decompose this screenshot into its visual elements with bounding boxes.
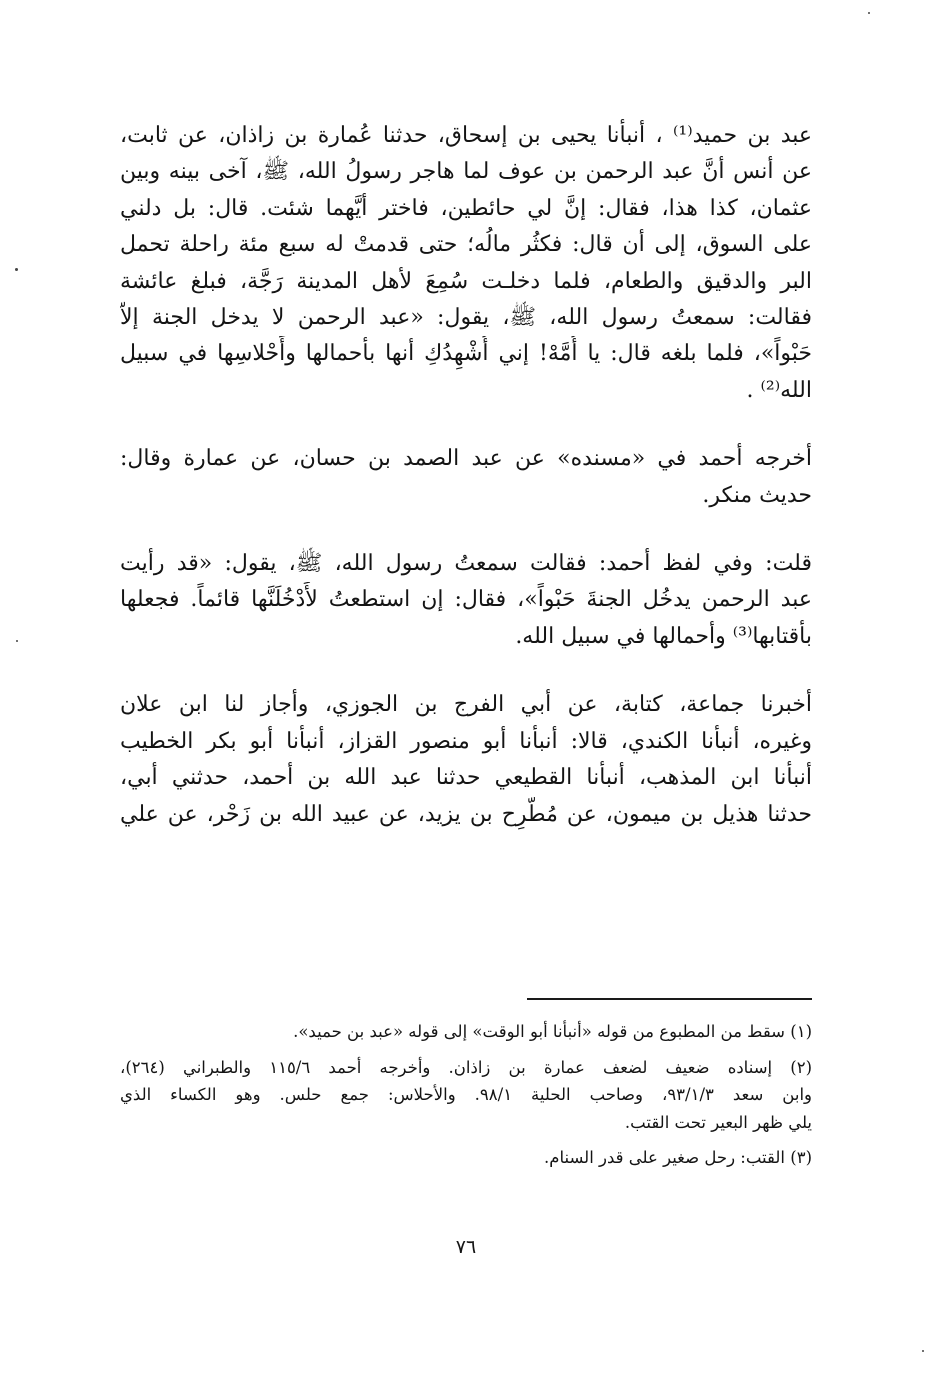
footnote-line: وابن سعد ٩٣/١/٣، وصاحب الحلية ٩٨/١. والأحلاس: جمع حلس. وهو الكساء الذي: [120, 1085, 812, 1104]
text-line: حديث منكر.: [702, 482, 812, 508]
footnote-3: [120, 1144, 812, 1172]
text-line: على السوق، إلى أن قال: فكثُر مالُه؛ حتى قدمتْ له سبع مئة راحلة تحمل: [120, 232, 812, 258]
text-line: عن أنس أنَّ عبد الرحمن بن عوف لما هاجر رسولُ الله، ﷺ، آخى بينه وبين: [120, 159, 812, 185]
text-line: أخبرنا جماعة، كتابة، عن أبي الفرج بن الجوزي، وأجاز لنا ابن علان: [120, 692, 812, 718]
footnote-line: (١) سقط من المطبوع من قوله «أنبأنا أبو الوقت» إلى قوله «عبد بن حميد».: [293, 1022, 812, 1041]
text-line: حدثنا هذيل بن ميمون، عن مُطَّرِح بن يزيد، عن عبيد الله بن زَحْر، عن علي: [120, 801, 812, 827]
footnote-line: يلي ظهر البعير تحت القتب.: [624, 1112, 812, 1132]
text-line: بأقتابها⁽³⁾ وأحمالها في سبيل الله.: [515, 623, 812, 649]
scan-speck: [922, 1350, 924, 1352]
footnote-2: [120, 1054, 812, 1137]
text-line: عبد الرحمن يدخُل الجنةَ حَبْواً»، فقال: إن استطعتُ لأَدْخُلَنَّها قائماً. فجعلها: [120, 587, 812, 613]
paragraph-1: [120, 118, 812, 409]
scan-speck: [15, 268, 18, 271]
paragraph-2: [120, 441, 812, 514]
text-line: الله⁽²⁾ .: [746, 377, 812, 403]
footnote-line: (٢) إسناده ضعيف لضعف عمارة بن زاذان. وأخرجه أحمد ١١٥/٦ والطبراني (٢٦٤)،: [120, 1057, 812, 1077]
book-page: [120, 118, 812, 1268]
text-line: حَبْواً»، فلما بلغه قال: يا أُمَّهْ! إني أُشْهِدُكِ أنها بأحمالها وأَحْلاسِها في سبيل: [120, 341, 812, 367]
text-line: عثمان، كذا هذا، فقال: إنَّ لي حائطين، فاختر أيَّهما شئت. قال: بل دلني: [120, 195, 812, 221]
paragraph-3: [120, 546, 812, 655]
page-number: ٧٦: [455, 1236, 477, 1258]
text-line: وغيره، أنبأنا الكندي، قالا: أنبأنا أبو منصور القزاز، أنبأنا أبو بكر الخطيب: [120, 728, 812, 754]
footnote-separator: [527, 998, 812, 1000]
text-line: عبد بن حميد⁽¹⁾ ، أنبأنا يحيى بن إسحاق، حدثنا عُمارة بن زاذان، عن ثابت،: [120, 123, 812, 148]
text-line: قلت: وفي لفظ أحمد: فقالت سمعتُ رسول الله، ﷺ، يقول: «قد رأيت: [120, 551, 812, 577]
text-line: أنبأنا ابن المذهب، أنبأنا القطيعي حدثنا عبد الله بن أحمد، حدثني أبي،: [120, 765, 812, 791]
paragraph-4: [120, 687, 812, 833]
footnote-line: (٣) القتب: رحل صغير على قدر السنام.: [543, 1148, 812, 1167]
text-line: فقالت: سمعتُ رسول الله، ﷺ، يقول: «عبد الرحمن لا يدخل الجنة إلاّ: [120, 305, 812, 331]
text-line: البر والدقيق والطعام، فلما دخلـت سُمِعَ لأهل المدينة رَجَّة، فبلغ عائشة: [120, 268, 812, 294]
scan-speck: [868, 12, 870, 14]
footnote-1: [120, 1018, 812, 1046]
text-line: أخرجه أحمد في «مسنده» عن عبد الصمد بن حسان، عن عمارة وقال:: [120, 446, 812, 472]
footnotes: [120, 1018, 812, 1172]
scan-speck: [16, 640, 18, 642]
